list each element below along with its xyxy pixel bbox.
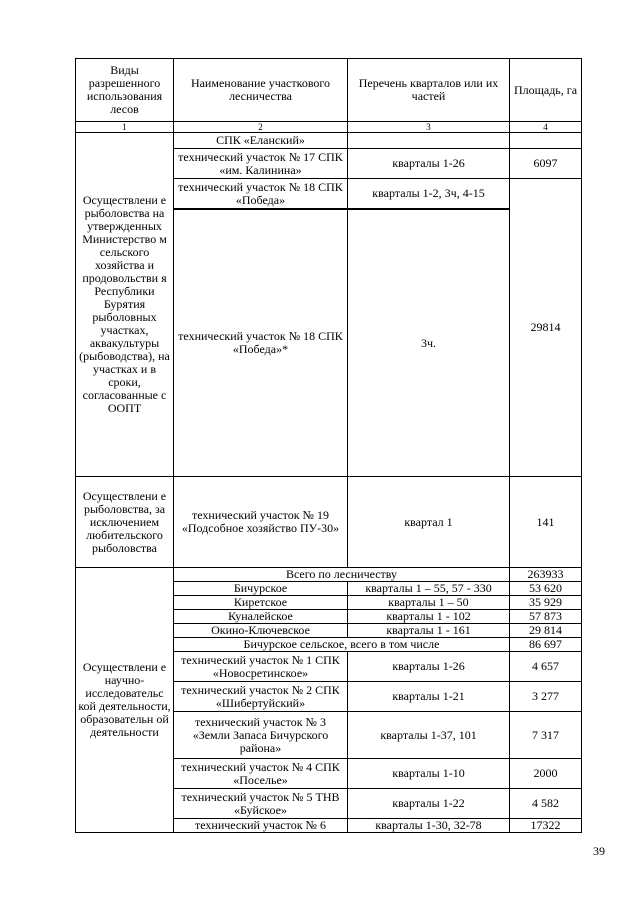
quarters-cell: кварталы 1 - 102 <box>348 610 510 624</box>
total-area: 263933 <box>510 568 582 582</box>
area-cell: 35 929 <box>510 596 582 610</box>
quarters-cell: кварталы 1-26 <box>348 149 510 179</box>
subtotal-label: Бичурское сельское, всего в том числе <box>174 638 510 652</box>
table-row <box>76 133 582 149</box>
forestry-name-cell: Куналейское <box>174 610 348 624</box>
quarters-cell: 3ч. <box>348 210 510 477</box>
quarters-cell: кварталы 1-22 <box>348 789 510 819</box>
area-cell: 4 657 <box>510 652 582 682</box>
total-label: Всего по лесничеству <box>174 568 510 582</box>
area-cell: 57 873 <box>510 610 582 624</box>
page-number: 39 <box>593 844 605 858</box>
forestry-name-cell: технический участок № 19 «Подсобное хозяйство ПУ-30» <box>174 477 348 568</box>
area-cell: 53 620 <box>510 582 582 596</box>
quarters-cell: кварталы 1-10 <box>348 759 510 789</box>
quarters-cell: кварталы 1-26 <box>348 652 510 682</box>
forestry-name-cell: технический участок № 5 ТНВ «Буйское» <box>174 789 348 819</box>
header-row <box>76 59 582 122</box>
forestry-name-cell: технический участок № 3 «Земли Запаса Бичурского района» <box>174 712 348 759</box>
usage-cell-fishing-commercial: Осуществлени е рыболовства, за исключением любительского рыболовства <box>76 477 174 568</box>
forestry-name-cell: Окино-Ключевское <box>174 624 348 638</box>
area-cell: 141 <box>510 477 582 568</box>
quarters-cell: квартал 1 <box>348 477 510 568</box>
area-cell: 2000 <box>510 759 582 789</box>
area-cell: 17322 <box>510 819 582 833</box>
total-row <box>76 568 582 582</box>
forestry-name-cell: Бичурское <box>174 582 348 596</box>
area-cell: 3 277 <box>510 682 582 712</box>
header-area: Площадь, га <box>510 59 582 122</box>
quarters-cell <box>348 133 510 149</box>
quarters-cell: кварталы 1-2, 3ч, 4-15 <box>348 179 510 209</box>
usage-cell-fishing-approved: Осуществлени е рыболовства на утвержденных Министерство м сельского хозяйства и продовольстви я Республики Бурятия рыболовных участках, аквакультуры (рыбоводства), на участках и в сроки, согласованные с ООПТ <box>76 133 174 477</box>
forestry-name-cell: Киретское <box>174 596 348 610</box>
header-quarters: Перечень кварталов или их частей <box>348 59 510 122</box>
column-number-4: 4 <box>510 122 582 133</box>
subtotal-area: 86 697 <box>510 638 582 652</box>
column-number-row <box>76 122 582 133</box>
header-forestry-name: Наименование участкового лесничества <box>174 59 348 122</box>
usage-cell-research: Осуществлени е научно-исследовательс кой деятельности, образовательн ой деятельности <box>76 568 174 833</box>
area-cell-merged: 29814 <box>510 179 582 477</box>
forestry-name-cell: технический участок № 1 СПК «Новосретинское» <box>174 652 348 682</box>
quarters-cell: кварталы 1-37, 101 <box>348 712 510 759</box>
quarters-cell: кварталы 1 – 50 <box>348 596 510 610</box>
forestry-name-cell: технический участок № 18 СПК «Победа»* <box>174 210 348 477</box>
forestry-name-cell: технический участок № 2 СПК «Шибертуйский» <box>174 682 348 712</box>
table-row <box>76 477 582 568</box>
header-usage: Виды разрешенного использования лесов <box>76 59 174 122</box>
area-cell: 7 317 <box>510 712 582 759</box>
column-number-2: 2 <box>174 122 348 133</box>
column-number-3: 3 <box>348 122 510 133</box>
forestry-name-cell: технический участок № 18 СПК «Победа» <box>174 179 348 209</box>
forestry-name-cell: технический участок № 6 <box>174 819 348 833</box>
area-cell: 29 814 <box>510 624 582 638</box>
forestry-name-cell: технический участок № 4 СПК «Поселье» <box>174 759 348 789</box>
forest-usage-table <box>75 58 582 833</box>
column-number-1: 1 <box>76 122 174 133</box>
area-cell: 4 582 <box>510 789 582 819</box>
quarters-cell: кварталы 1-30, 32-78 <box>348 819 510 833</box>
quarters-cell: кварталы 1 – 55, 57 - 330 <box>348 582 510 596</box>
quarters-cell: кварталы 1 - 161 <box>348 624 510 638</box>
forestry-name-cell: СПК «Еланский» <box>174 133 348 149</box>
forestry-name-cell: технический участок № 17 СПК «им. Калинина» <box>174 149 348 179</box>
area-cell: 6097 <box>510 149 582 179</box>
quarters-cell: кварталы 1-21 <box>348 682 510 712</box>
area-cell <box>510 133 582 149</box>
